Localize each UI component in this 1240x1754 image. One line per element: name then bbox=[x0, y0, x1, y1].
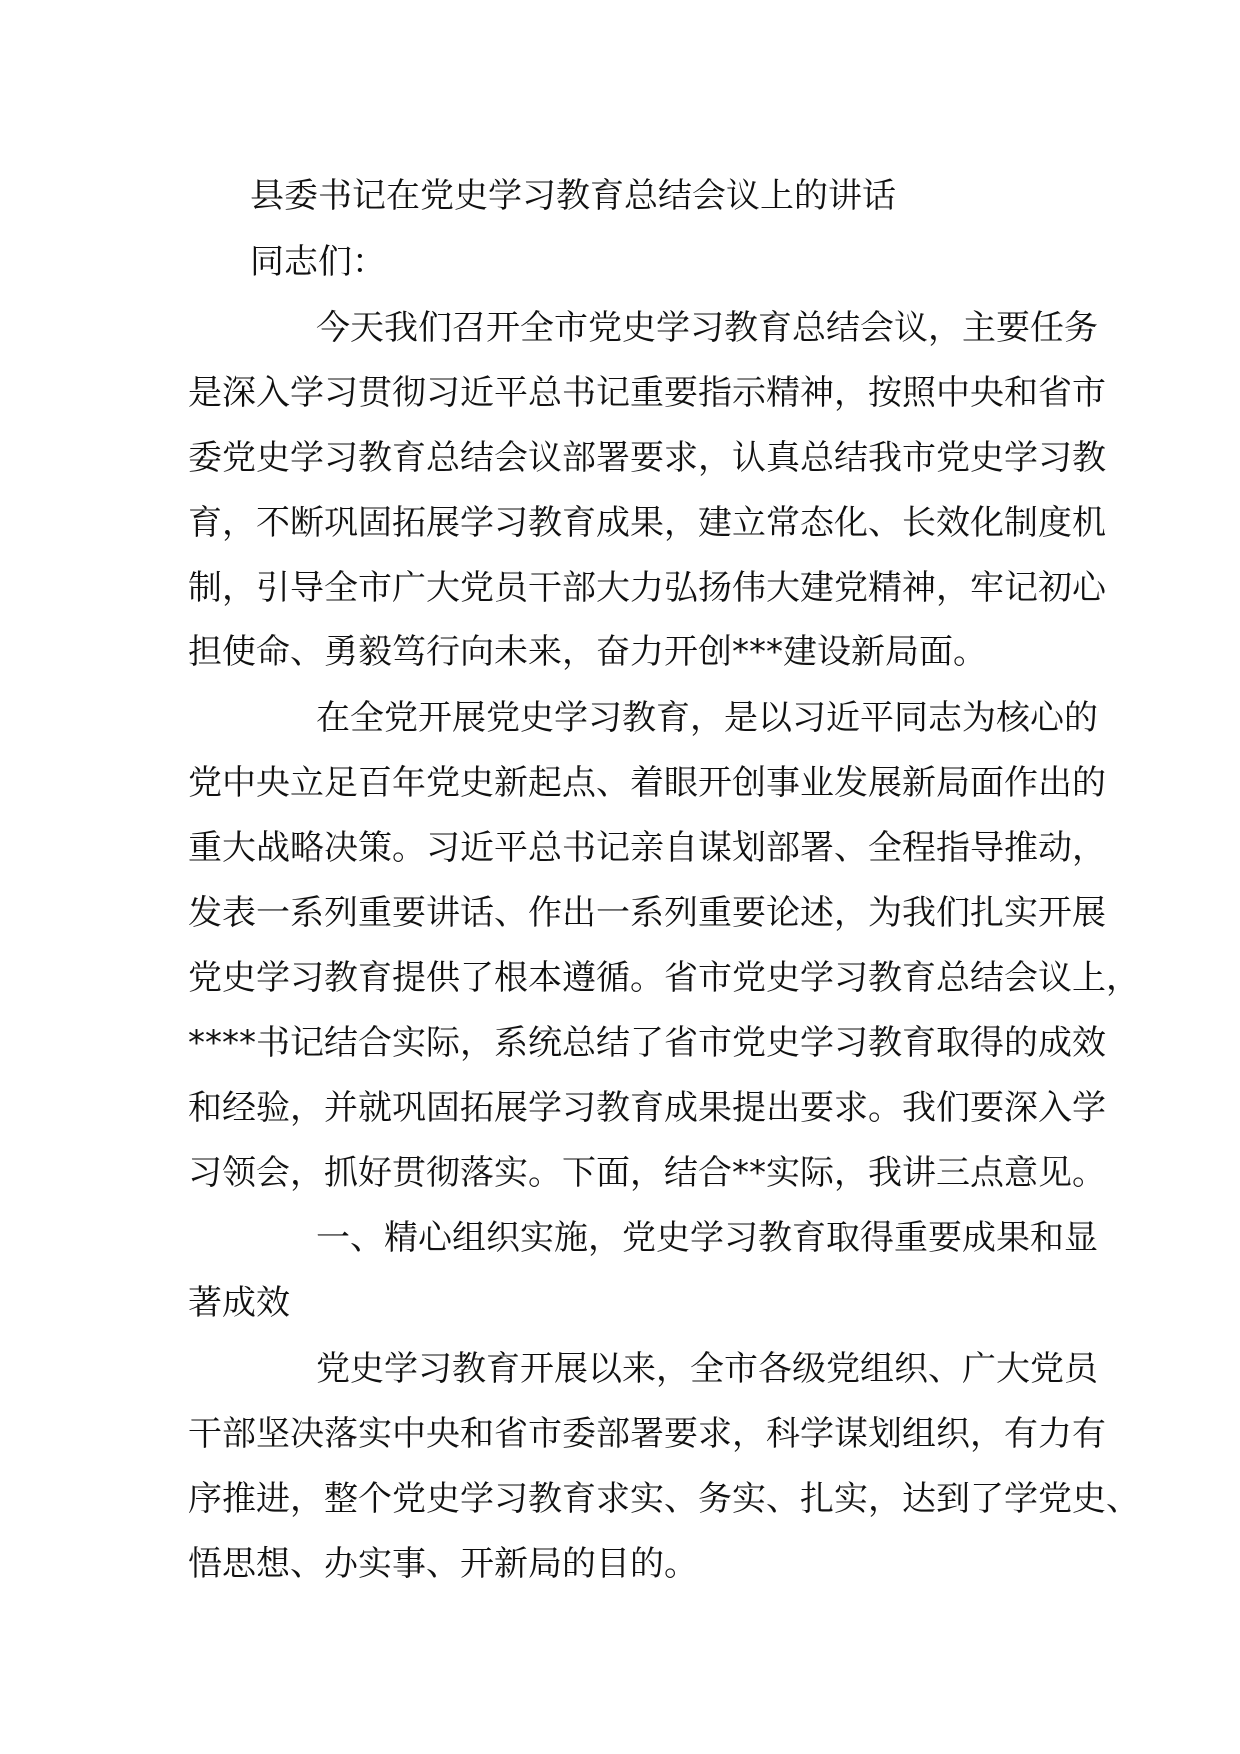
paragraph-1-line-3: 委党史学习教育总结会议部署要求，认真总结我市党史学习教 bbox=[188, 438, 1106, 478]
paragraph-1-line-6: 担使命、勇毅笃行向未来，奋力开创***建设新局面。 bbox=[188, 632, 987, 672]
paragraph-2-line-8: 习领会，抓好贯彻落实。下面，结合**实际，我讲三点意见。 bbox=[188, 1153, 1106, 1193]
paragraph-2-line-1: 在全党开展党史学习教育，是以习近平同志为核心的 bbox=[316, 698, 1098, 738]
paragraph-2-line-3: 重大战略决策。习近平总书记亲自谋划部署、全程指导推动， bbox=[188, 828, 1106, 868]
salutation: 同志们： bbox=[250, 242, 386, 282]
paragraph-3-line-4: 悟思想、办实事、开新局的目的。 bbox=[188, 1544, 698, 1584]
paragraph-2-line-4: 发表一系列重要讲话、作出一系列重要论述，为我们扎实开展 bbox=[188, 893, 1106, 933]
paragraph-2-line-6: ****书记结合实际，系统总结了省市党史学习教育取得的成效 bbox=[188, 1023, 1106, 1063]
paragraph-2-line-5: 党史学习教育提供了根本遵循。省市党史学习教育总结会议上， bbox=[188, 958, 1140, 998]
paragraph-3-line-2: 干部坚决落实中央和省市委部署要求，科学谋划组织，有力有 bbox=[188, 1414, 1106, 1454]
paragraph-1-line-1: 今天我们召开全市党史学习教育总结会议，主要任务 bbox=[316, 308, 1098, 348]
section-heading-line-2: 著成效 bbox=[188, 1283, 290, 1323]
section-heading-line-1: 一、精心组织实施，党史学习教育取得重要成果和显 bbox=[316, 1218, 1098, 1258]
paragraph-2-line-2: 党中央立足百年党史新起点、着眼开创事业发展新局面作出的 bbox=[188, 763, 1106, 803]
document-title: 县委书记在党史学习教育总结会议上的讲话 bbox=[250, 176, 896, 216]
paragraph-3-line-1: 党史学习教育开展以来，全市各级党组织、广大党员 bbox=[316, 1349, 1098, 1389]
paragraph-1-line-5: 制，引导全市广大党员干部大力弘扬伟大建党精神，牢记初心 bbox=[188, 568, 1106, 608]
paragraph-2-line-7: 和经验，并就巩固拓展学习教育成果提出要求。我们要深入学 bbox=[188, 1088, 1106, 1128]
paragraph-1-line-4: 育，不断巩固拓展学习教育成果，建立常态化、长效化制度机 bbox=[188, 503, 1106, 543]
paragraph-1-line-2: 是深入学习贯彻习近平总书记重要指示精神，按照中央和省市 bbox=[188, 373, 1106, 413]
paragraph-3-line-3: 序推进，整个党史学习教育求实、务实、扎实，达到了学党史、 bbox=[188, 1479, 1140, 1519]
